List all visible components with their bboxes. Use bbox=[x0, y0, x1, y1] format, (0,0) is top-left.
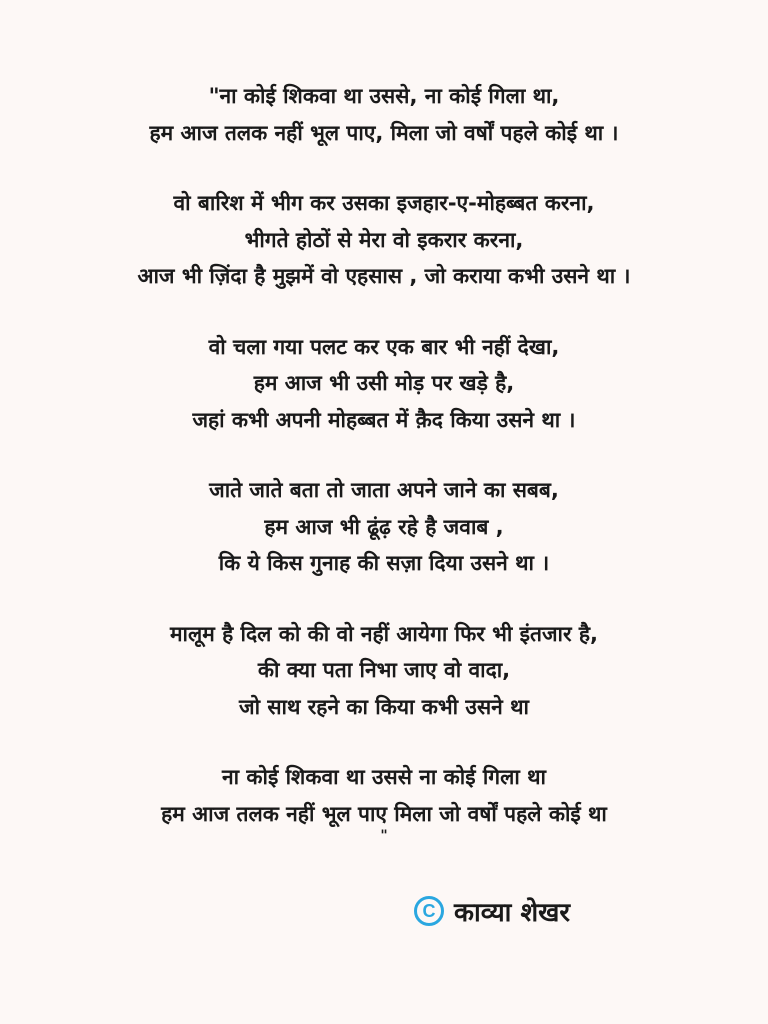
stanza-2 bbox=[0, 185, 768, 295]
poem-line: कि ये किस गुनाह की सज़ा दिया उसने था । bbox=[218, 551, 550, 575]
stanza-3 bbox=[0, 329, 768, 439]
stanza-1 bbox=[0, 78, 768, 151]
closing-quote: " bbox=[380, 828, 388, 844]
stanza-6 bbox=[0, 759, 768, 844]
author-name: काव्या शेखर bbox=[454, 898, 571, 928]
poem-line: "ना कोई शिकवा था उससे, ना कोई गिला था, bbox=[208, 84, 560, 108]
poem-line: जाते जाते बता तो जाता अपने जाने का सबब, bbox=[209, 478, 559, 502]
poem-line: जहां कभी अपनी मोहब्बत में क़ैद किया उसने था । bbox=[192, 407, 576, 432]
poem-line: वो चला गया पलट कर एक बार भी नहीं देखा, bbox=[208, 334, 560, 359]
poem-line: हम आज भी ढूंढ़ रहे है जवाब , bbox=[264, 514, 504, 539]
poem bbox=[0, 78, 768, 844]
poem-line: जो साथ रहने का किया कभी उसने था bbox=[239, 694, 529, 719]
poem-line: भीगते होठों से मेरा वो इकरार करना, bbox=[244, 227, 524, 252]
copyright-icon: C bbox=[414, 896, 444, 926]
author-credit bbox=[414, 893, 570, 929]
poem-line: हम आज तलक नहीं भूल पाए मिला जो वर्षों पहले कोई था bbox=[161, 801, 607, 826]
poem-line: मालूम है दिल को की वो नहीं आयेगा फिर भी इंतजार है, bbox=[169, 621, 599, 646]
poem-line: ना कोई शिकवा था उससे ना कोई गिला था bbox=[222, 765, 546, 789]
poem-line: हम आज भी उसी मोड़ पर खड़े है, bbox=[253, 371, 515, 395]
poem-line: आज भी ज़िंदा है मुझमें वो एहसास , जो कराया कभी उसने था । bbox=[137, 264, 631, 288]
stanza-4 bbox=[0, 472, 768, 582]
poem-line: हम आज तलक नहीं भूल पाए, मिला जो वर्षों पहले कोई था । bbox=[149, 120, 619, 145]
poem-line: की क्या पता निभा जाए वो वादा, bbox=[257, 658, 511, 682]
stanza-5 bbox=[0, 616, 768, 726]
poem-line: वो बारिश में भीग कर उसका इजहार-ए-मोहब्बत करना, bbox=[173, 191, 595, 215]
